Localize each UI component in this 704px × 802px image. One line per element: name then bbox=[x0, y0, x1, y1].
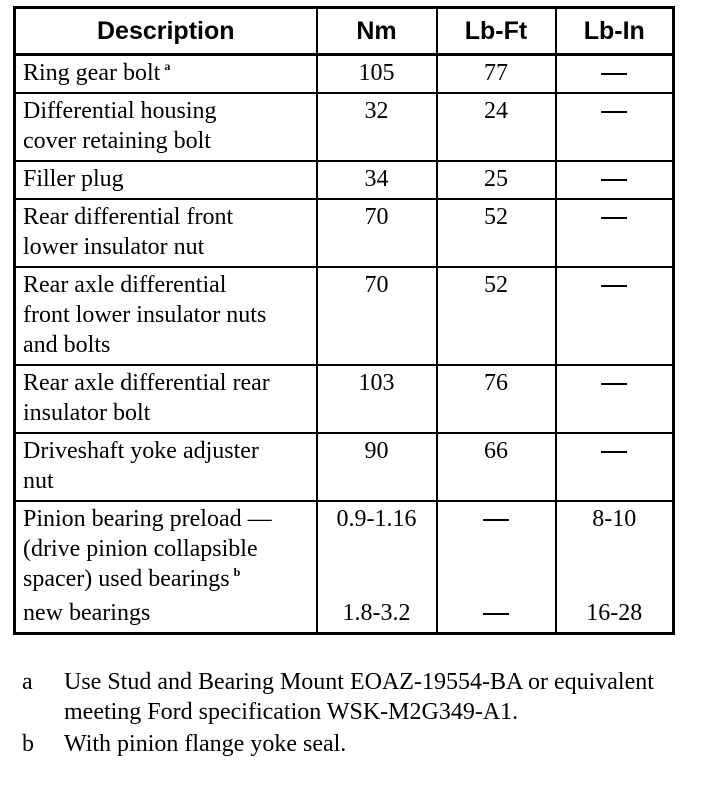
description-text: insulator bolt bbox=[23, 400, 151, 426]
value-text: 70 bbox=[364, 204, 389, 230]
table-row bbox=[15, 93, 674, 161]
value-top bbox=[557, 504, 673, 534]
description-cell bbox=[15, 501, 317, 634]
description-text: front lower insulator nuts bbox=[23, 302, 267, 328]
lb-ft-cell bbox=[437, 93, 556, 161]
description-cell bbox=[15, 199, 317, 267]
value-text: 70 bbox=[364, 272, 389, 298]
nm-cell bbox=[317, 93, 437, 161]
lb-in-cell bbox=[556, 501, 674, 634]
footnote-mark: b bbox=[22, 731, 34, 757]
description-line bbox=[23, 504, 310, 534]
table-row bbox=[15, 501, 674, 634]
header-lb-ft: Lb-Ft bbox=[437, 8, 556, 55]
description-text: and bolts bbox=[23, 332, 111, 358]
lb-in-cell bbox=[556, 365, 674, 433]
value-text: 103 bbox=[358, 370, 395, 396]
value-text: 25 bbox=[484, 166, 508, 192]
nm-cell bbox=[317, 433, 437, 501]
dash-mark bbox=[601, 451, 627, 453]
description-text: Rear axle differential bbox=[23, 272, 227, 298]
description-cell bbox=[15, 267, 317, 365]
value-text: 32 bbox=[364, 98, 389, 124]
value-text: 16-28 bbox=[586, 600, 643, 626]
nm-cell bbox=[317, 267, 437, 365]
footnote bbox=[22, 667, 664, 727]
value-text: 0.9-1.16 bbox=[336, 506, 417, 532]
table-body bbox=[15, 55, 674, 634]
lb-ft-cell bbox=[437, 55, 556, 94]
value-top bbox=[318, 504, 436, 534]
header-description: Description bbox=[15, 8, 317, 55]
description-text: Ring gear bolt bbox=[23, 60, 161, 86]
description-text: Rear axle differential rear bbox=[23, 370, 270, 396]
lb-in-cell bbox=[556, 161, 674, 199]
description-line bbox=[23, 330, 310, 360]
header-lb-in: Lb-In bbox=[556, 8, 674, 55]
footnote-ref: a bbox=[164, 59, 171, 73]
footnote-ref: b bbox=[233, 565, 241, 579]
description-line bbox=[23, 202, 310, 232]
description-line-new-bearings: new bearings bbox=[23, 600, 151, 626]
value-text: 34 bbox=[364, 166, 389, 192]
value-text: 8-10 bbox=[592, 506, 637, 532]
nm-cell bbox=[317, 161, 437, 199]
description-text: Filler plug bbox=[23, 166, 124, 192]
dash-mark bbox=[601, 111, 627, 113]
value-text: 52 bbox=[484, 204, 508, 230]
value-text: 1.8-3.2 bbox=[342, 600, 411, 626]
header-nm: Nm bbox=[317, 8, 437, 55]
dash-mark bbox=[601, 285, 627, 287]
lb-in-cell bbox=[556, 199, 674, 267]
value-text: 24 bbox=[484, 98, 508, 124]
footnotes bbox=[22, 667, 664, 759]
description-line bbox=[23, 398, 310, 428]
dash-mark bbox=[601, 217, 627, 219]
description-line bbox=[23, 368, 310, 398]
description-text: nut bbox=[23, 468, 54, 494]
nm-cell bbox=[317, 365, 437, 433]
description-text: cover retaining bolt bbox=[23, 128, 211, 154]
lb-ft-cell bbox=[437, 365, 556, 433]
nm-cell bbox=[317, 55, 437, 94]
value-text: 52 bbox=[484, 272, 508, 298]
table-row bbox=[15, 161, 674, 199]
value-text: 77 bbox=[484, 60, 508, 86]
description-line bbox=[23, 96, 310, 126]
footnote bbox=[22, 729, 664, 759]
value-new-bearings bbox=[557, 598, 673, 628]
table-row bbox=[15, 267, 674, 365]
dash-mark bbox=[483, 519, 509, 521]
lb-in-cell bbox=[556, 433, 674, 501]
description-line bbox=[23, 564, 310, 594]
table-row bbox=[15, 55, 674, 94]
description-line bbox=[23, 436, 310, 466]
dash-mark bbox=[483, 613, 509, 615]
lb-ft-cell bbox=[437, 161, 556, 199]
table-row bbox=[15, 365, 674, 433]
dash-mark bbox=[601, 383, 627, 385]
description-cell bbox=[15, 55, 317, 94]
dash-mark bbox=[601, 179, 627, 181]
nm-cell bbox=[317, 199, 437, 267]
description-text: lower insulator nut bbox=[23, 234, 205, 260]
value-text: 76 bbox=[484, 370, 508, 396]
table-header-row bbox=[15, 8, 674, 55]
table-row bbox=[15, 199, 674, 267]
lb-ft-cell bbox=[437, 433, 556, 501]
value-text: 105 bbox=[358, 60, 395, 86]
description-text: Driveshaft yoke adjuster bbox=[23, 438, 259, 464]
description-line bbox=[23, 232, 310, 262]
value-text: 66 bbox=[484, 438, 508, 464]
description-cell bbox=[15, 161, 317, 199]
lb-in-cell bbox=[556, 93, 674, 161]
lb-in-cell bbox=[556, 55, 674, 94]
footnote-text: With pinion flange yoke seal. bbox=[64, 731, 347, 757]
footnote-mark: a bbox=[22, 669, 33, 695]
table-row bbox=[15, 433, 674, 501]
description-text: Pinion bearing preload — bbox=[23, 506, 272, 532]
dash-mark bbox=[601, 73, 627, 75]
description-text: (drive pinion collapsible bbox=[23, 536, 258, 562]
description-cell bbox=[15, 93, 317, 161]
description-line bbox=[23, 270, 310, 300]
description-cell bbox=[15, 433, 317, 501]
nm-cell bbox=[317, 501, 437, 634]
value-text: 90 bbox=[364, 438, 389, 464]
description-line bbox=[23, 58, 310, 88]
description-text: spacer) used bearings bbox=[23, 566, 230, 592]
description-text: Differential housing bbox=[23, 98, 217, 124]
description-line bbox=[23, 164, 310, 194]
description-cell bbox=[15, 365, 317, 433]
value-new-bearings bbox=[438, 598, 555, 628]
footnote-text: Use Stud and Bearing Mount EOAZ-19554-BA or equivalent meeting Ford specification WSK-M2G349-A1. bbox=[64, 669, 654, 725]
lb-in-cell bbox=[556, 267, 674, 365]
lb-ft-cell bbox=[437, 199, 556, 267]
torque-specification-table bbox=[13, 6, 675, 635]
description-line bbox=[23, 534, 310, 564]
lb-ft-cell bbox=[437, 501, 556, 634]
description-line bbox=[23, 300, 310, 330]
value-new-bearings bbox=[318, 598, 436, 628]
description-line bbox=[23, 126, 310, 156]
description-text: Rear differential front bbox=[23, 204, 234, 230]
description-line bbox=[23, 466, 310, 496]
value-top bbox=[438, 504, 555, 534]
lb-ft-cell bbox=[437, 267, 556, 365]
